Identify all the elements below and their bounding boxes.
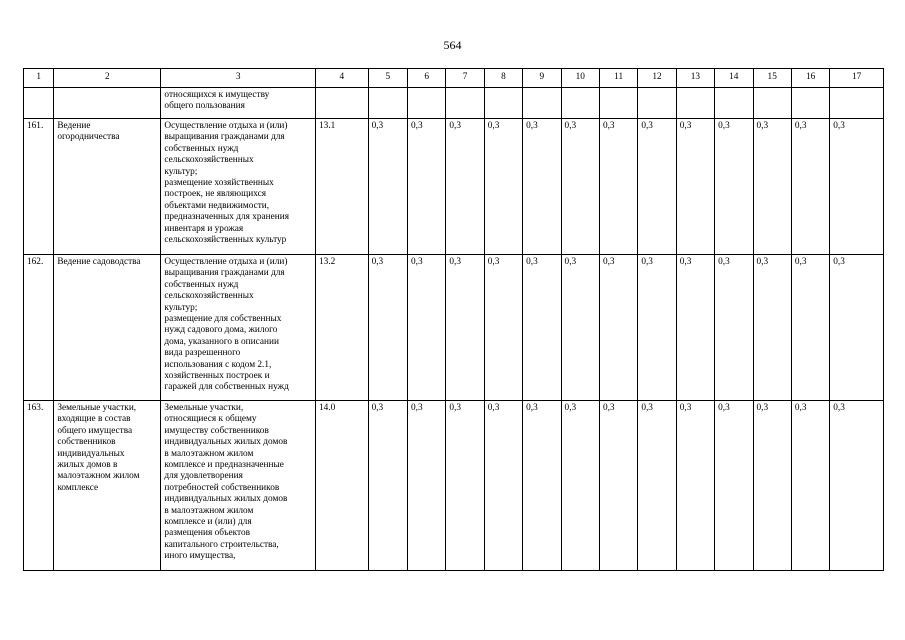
continuation-value-cell bbox=[676, 88, 714, 119]
continuation-description-cell: относящихся к имуществу общего пользования bbox=[161, 88, 316, 119]
land-use-code-cell: 13.1 bbox=[316, 119, 369, 255]
coefficient-cell: 0,3 bbox=[676, 119, 714, 255]
coefficient-cell: 0,3 bbox=[676, 255, 714, 401]
column-number-header: 12 bbox=[638, 69, 676, 88]
column-number-header: 10 bbox=[561, 69, 599, 88]
column-number-header: 2 bbox=[54, 69, 161, 88]
table-row bbox=[24, 401, 884, 571]
table-row bbox=[24, 119, 884, 255]
column-number-header: 3 bbox=[161, 69, 316, 88]
continuation-value-cell bbox=[753, 88, 791, 119]
column-number-header: 17 bbox=[830, 69, 884, 88]
coefficient-cell: 0,3 bbox=[446, 255, 484, 401]
column-number-header: 5 bbox=[368, 69, 407, 88]
row-number-cell: 163. bbox=[24, 401, 54, 571]
column-number-header-row bbox=[24, 69, 884, 88]
coefficient-cell: 0,3 bbox=[791, 119, 829, 255]
land-use-name-cell: Земельные участки, входящие в состав общего имущества собственников индивидуальных жилых домов в малоэтажном жилом комплексе bbox=[54, 401, 161, 571]
coefficient-cell: 0,3 bbox=[638, 255, 676, 401]
coefficient-cell: 0,3 bbox=[446, 119, 484, 255]
land-use-description-cell: Земельные участки, относящиеся к общему имуществу собственников индивидуальных жилых домов в малоэтажном жилом комплексе и предназначенные для удовлетворения потребностей собственников индивидуальных жилых домов в малоэтажном жилом комплексе и (или) для размещения объектов капитального строительства, иного имущества, bbox=[161, 401, 316, 571]
coefficient-cell: 0,3 bbox=[715, 401, 753, 571]
coefficient-cell: 0,3 bbox=[599, 119, 637, 255]
land-use-code-cell: 14.0 bbox=[316, 401, 369, 571]
coefficient-cell: 0,3 bbox=[715, 119, 753, 255]
continuation-row bbox=[24, 88, 884, 119]
column-number-header: 7 bbox=[446, 69, 484, 88]
coefficient-cell: 0,3 bbox=[753, 401, 791, 571]
coefficient-cell: 0,3 bbox=[599, 401, 637, 571]
coefficient-cell: 0,3 bbox=[368, 119, 407, 255]
column-number-header: 16 bbox=[791, 69, 829, 88]
coefficient-cell: 0,3 bbox=[715, 255, 753, 401]
coefficient-cell: 0,3 bbox=[599, 255, 637, 401]
continuation-value-cell bbox=[484, 88, 522, 119]
continuation-code-cell bbox=[316, 88, 369, 119]
column-number-header: 6 bbox=[407, 69, 445, 88]
column-number-header: 9 bbox=[523, 69, 561, 88]
column-number-header: 15 bbox=[753, 69, 791, 88]
row-number-cell: 162. bbox=[24, 255, 54, 401]
continuation-value-cell bbox=[523, 88, 561, 119]
table-row bbox=[24, 255, 884, 401]
coefficient-cell: 0,3 bbox=[407, 119, 445, 255]
continuation-value-cell bbox=[830, 88, 884, 119]
column-number-header: 8 bbox=[484, 69, 522, 88]
coefficient-cell: 0,3 bbox=[561, 119, 599, 255]
coefficient-cell: 0,3 bbox=[791, 255, 829, 401]
coefficient-cell: 0,3 bbox=[830, 255, 884, 401]
continuation-name-cell bbox=[54, 88, 161, 119]
coefficient-cell: 0,3 bbox=[638, 119, 676, 255]
coefficient-cell: 0,3 bbox=[368, 255, 407, 401]
land-use-code-cell: 13.2 bbox=[316, 255, 369, 401]
column-number-header: 11 bbox=[599, 69, 637, 88]
coefficient-cell: 0,3 bbox=[446, 401, 484, 571]
land-use-description-cell: Осуществление отдыха и (или) выращивания гражданами для собственных нужд сельскохозяйственных культур; размещение для собственных нужд садового дома, жилого дома, указанного в описании вида разрешенного использования с кодом 2.1, хозяйственных построек и гаражей для собственных нужд bbox=[161, 255, 316, 401]
continuation-value-cell bbox=[561, 88, 599, 119]
column-number-header: 14 bbox=[715, 69, 753, 88]
continuation-num-cell bbox=[24, 88, 54, 119]
continuation-value-cell bbox=[715, 88, 753, 119]
coefficient-cell: 0,3 bbox=[753, 119, 791, 255]
coefficient-cell: 0,3 bbox=[523, 119, 561, 255]
land-use-name-cell: Ведение огородничества bbox=[54, 119, 161, 255]
coefficient-cell: 0,3 bbox=[830, 401, 884, 571]
coefficient-cell: 0,3 bbox=[753, 255, 791, 401]
continuation-value-cell bbox=[407, 88, 445, 119]
coefficient-cell: 0,3 bbox=[638, 401, 676, 571]
coefficient-cell: 0,3 bbox=[791, 401, 829, 571]
coefficient-cell: 0,3 bbox=[407, 401, 445, 571]
land-use-name-cell: Ведение садоводства bbox=[54, 255, 161, 401]
coefficient-cell: 0,3 bbox=[484, 401, 522, 571]
coefficient-cell: 0,3 bbox=[523, 255, 561, 401]
column-number-header: 13 bbox=[676, 69, 714, 88]
continuation-value-cell bbox=[638, 88, 676, 119]
coefficient-cell: 0,3 bbox=[561, 401, 599, 571]
column-number-header: 1 bbox=[24, 69, 54, 88]
coefficient-cell: 0,3 bbox=[484, 119, 522, 255]
continuation-value-cell bbox=[791, 88, 829, 119]
coefficient-cell: 0,3 bbox=[484, 255, 522, 401]
column-number-header: 4 bbox=[316, 69, 369, 88]
coefficient-cell: 0,3 bbox=[407, 255, 445, 401]
coefficient-cell: 0,3 bbox=[830, 119, 884, 255]
page-number: 564 bbox=[443, 38, 462, 52]
coefficient-cell: 0,3 bbox=[561, 255, 599, 401]
coefficient-cell: 0,3 bbox=[523, 401, 561, 571]
coefficient-cell: 0,3 bbox=[676, 401, 714, 571]
land-use-table bbox=[23, 68, 884, 571]
continuation-value-cell bbox=[446, 88, 484, 119]
coefficient-cell: 0,3 bbox=[368, 401, 407, 571]
continuation-value-cell bbox=[368, 88, 407, 119]
row-number-cell: 161. bbox=[24, 119, 54, 255]
continuation-value-cell bbox=[599, 88, 637, 119]
land-use-description-cell: Осуществление отдыха и (или) выращивания гражданами для собственных нужд сельскохозяйственных культур; размещение хозяйственных построек, не являющихся объектами недвижимости, предназначенных для хранения инвентаря и урожая сельскохозяйственных культур bbox=[161, 119, 316, 255]
